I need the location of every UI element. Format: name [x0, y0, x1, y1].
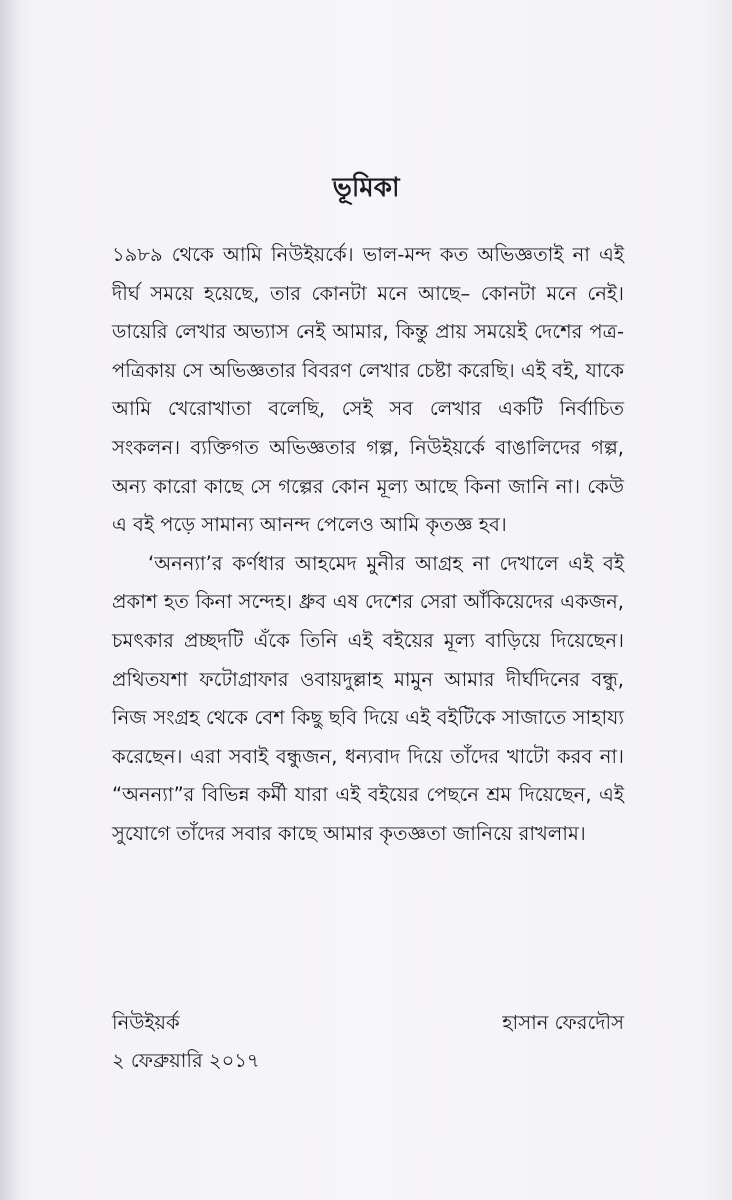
signoff-date: ২ ফেব্রুয়ারি ২০১৭: [112, 1049, 260, 1072]
signoff-row: [112, 1004, 624, 1042]
signoff-place: নিউইয়র্ক: [112, 1011, 180, 1034]
signoff-author: হাসান ফেরদৌস: [502, 1011, 624, 1034]
signoff-block: [112, 1004, 624, 1080]
paragraph-1: ১৯৮৯ থেকে আমি নিউইয়র্কে। ভাল-মন্দ কত অভিজ্ঞতাই না এই দীর্ঘ সময়ে হয়েছে, তার কোনটা মনে আছে– কোনটা মনে নেই। ডায়েরি লেখার অভ্যাস নেই আমার, কিন্তু প্রায় সময়েই দেশের পত্র-পত্রিকায় সে অভিজ্ঞতার বিবরণ লেখার চেষ্টা করেছি। এই বই, যাকে আমি খেরোখাতা বলেছি, সেই সব লেখার একটি নির্বাচিত সংকলন। ব্যক্তিগত অভিজ্ঞতার গল্প, নিউইয়র্কে বাঙালিদের গল্প, অন্য কারো কাছে সে গল্পের কোন মূল্য আছে কিনা জানি না। কেউ এ বই পড়ে সামান্য আনন্দ পেলেও আমি কৃতজ্ঞ হব।: [112, 243, 624, 537]
paragraph-2: ‘অনন্যা’র কর্ণধার আহমেদ মুনীর আগ্রহ না দেখালে এই বই প্রকাশ হত কিনা সন্দেহ। ধ্রুব এষ দেশের সেরা আঁকিয়েদের একজন, চমৎকার প্রচ্ছদটি এঁকে তিনি এই বইয়ের মূল্য বাড়িয়ে দিয়েছেন। প্রথিতযশা ফটোগ্রাফার ওবায়দুল্লাহ মামুন আমার দীর্ঘদিনের বন্ধু, নিজ সংগ্রহ থেকে বেশ কিছু ছবি দিয়ে এই বইটিকে সাজাতে সাহায্য করেছেন। এরা সবাই বন্ধুজন, ধন্যবাদ দিয়ে তাঁদের খাটো করব না। “অনন্যা”র বিভিন্ন কর্মী যারা এই বইয়ের পেছনে শ্রম দিয়েছেন, এই সুযোগে তাঁদের সবার কাছে আমার কৃতজ্ঞতা জানিয়ে রাখলাম।: [112, 551, 624, 845]
page-title: ভূমিকা: [332, 173, 400, 203]
preface-body: [112, 236, 624, 854]
